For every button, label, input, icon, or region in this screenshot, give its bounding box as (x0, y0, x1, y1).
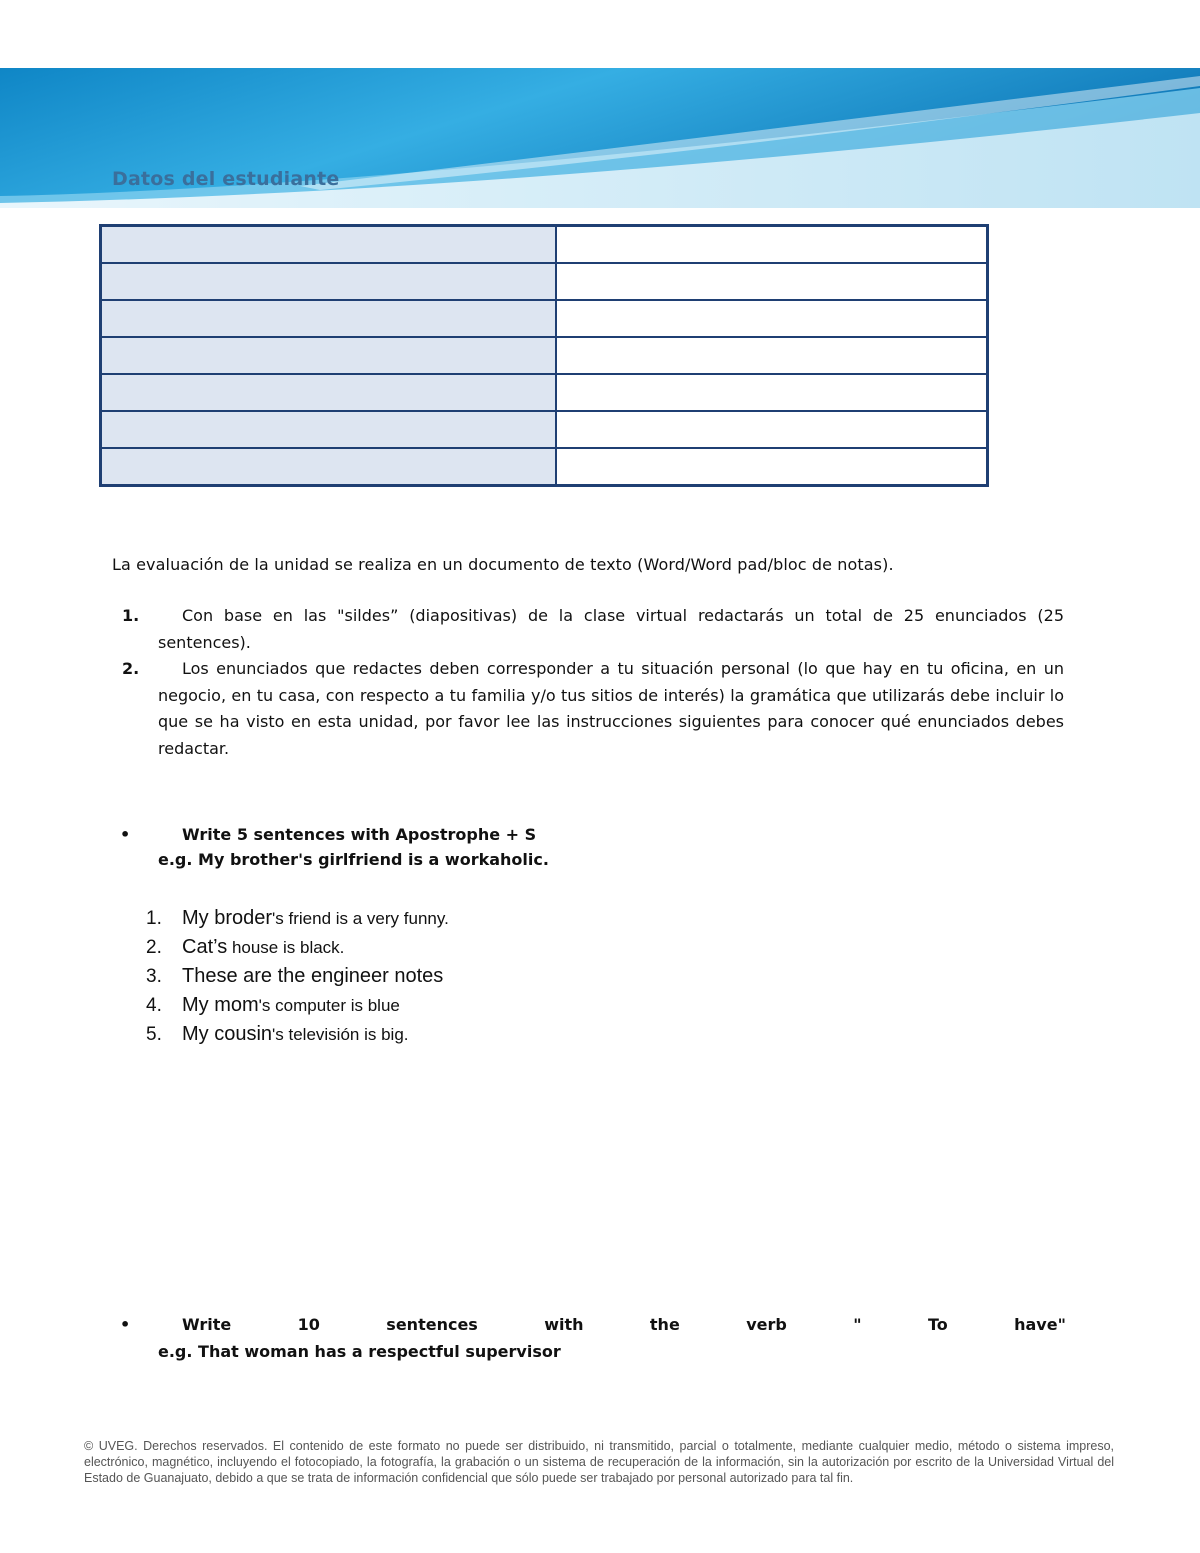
instruction-text: Con base en las "sildes” (diapositivas) de la clase virtual redactarás un total de 25 enunciados (25 sentences). (158, 606, 1064, 652)
field-value-cell[interactable] (556, 263, 988, 300)
answer-subject: These are the engineer notes (182, 965, 444, 987)
student-table-row (101, 374, 988, 411)
instruction-number: 1. (122, 606, 140, 625)
field-value-cell[interactable] (556, 337, 988, 374)
answer-number: 4. (146, 995, 162, 1016)
title-word: sentences (386, 1315, 478, 1334)
section2-example: e.g. That woman has a respectful supervisor (158, 1342, 561, 1361)
answer-number: 1. (146, 908, 162, 929)
student-table-row (101, 411, 988, 448)
answer-rest: 's friend is a very funny. (272, 909, 449, 928)
answer-subject: My broder (182, 907, 273, 929)
copyright-footer: © UVEG. Derechos reservados. El contenido de este formato no puede ser distribuido, ni transmitido, parcial o totalmente, mediante cualquier medio, método o sistema impreso, electrónico, magnético, incluyendo el fotocopiado, la fotografía, la grabación o un sistema de recuperación de la información, sin la autorización por escrito de la Universidad Virtual del Estado de Guanajuato, debido a que se trata de información confidencial que sólo puede ser trabajado por personal autorizado para tal fin. (84, 1439, 1114, 1485)
student-table-row (101, 226, 988, 264)
field-label-cell (101, 374, 557, 411)
instruction-number: 2. (122, 659, 140, 678)
title-word: the (649, 1315, 680, 1334)
title-word: 10 (297, 1315, 320, 1334)
title-word: with (544, 1315, 584, 1334)
answer-subject: Cat’s (182, 936, 228, 958)
answer-subject: My mom (182, 994, 259, 1016)
instruction-text: Los enunciados que redactes deben corresponder a tu situación personal (lo que hay en tu oficina, en un negocio, en tu casa, con respecto a tu familia y/o tus sitios de interés) la gramática que utilizarás debe incluir lo que se ha visto en esta unidad, por favor lee las instrucciones siguientes para conocer qué enunciados debes redactar. (158, 659, 1064, 758)
field-value-cell[interactable] (556, 411, 988, 448)
page-title: Datos del estudiante (112, 168, 340, 190)
instruction-item (122, 603, 1064, 656)
title-word: Write (182, 1315, 232, 1334)
instruction-item (122, 656, 1064, 762)
field-value-cell[interactable] (556, 374, 988, 411)
banner-graphic (0, 68, 1200, 218)
field-label-cell (101, 300, 557, 337)
student-data-table (99, 224, 989, 487)
header-banner (0, 68, 1200, 218)
field-label-cell (101, 448, 557, 486)
answer-subject: My cousin (182, 1023, 273, 1045)
title-word: have" (1014, 1315, 1066, 1334)
answer-number: 5. (146, 1024, 162, 1045)
answer-rest: 's televisión is big. (272, 1025, 409, 1044)
field-value-cell[interactable] (556, 448, 988, 486)
answer-number: 3. (146, 966, 162, 987)
answer-item (146, 933, 449, 962)
section2-title (182, 1315, 1066, 1334)
title-word: verb (746, 1315, 787, 1334)
title-word: " (853, 1315, 862, 1334)
answer-item (146, 1020, 449, 1049)
section1-title: Write 5 sentences with Apostrophe + S (182, 825, 537, 844)
field-label-cell (101, 226, 557, 264)
student-table-row (101, 448, 988, 486)
answer-rest: house is black. (227, 938, 345, 957)
field-label-cell (101, 263, 557, 300)
answer-item (146, 904, 449, 933)
answer-item (146, 991, 449, 1020)
student-table-row (101, 263, 988, 300)
answer-number: 2. (146, 937, 162, 958)
student-table-row (101, 337, 988, 374)
answer-rest: 's computer is blue (258, 996, 400, 1015)
field-value-cell[interactable] (556, 226, 988, 264)
answer-item (146, 962, 449, 991)
field-label-cell (101, 337, 557, 374)
section1-example: e.g. My brother's girlfriend is a workaholic. (158, 850, 549, 869)
intro-text: La evaluación de la unidad se realiza en un documento de texto (Word/Word pad/bloc de notas). (112, 555, 894, 574)
answers-list (146, 904, 449, 1049)
bullet-icon: • (120, 1315, 131, 1334)
title-word: To (927, 1315, 948, 1334)
instructions-list (122, 603, 1064, 762)
field-value-cell[interactable] (556, 300, 988, 337)
field-label-cell (101, 411, 557, 448)
bullet-icon: • (120, 825, 131, 844)
student-table-row (101, 300, 988, 337)
